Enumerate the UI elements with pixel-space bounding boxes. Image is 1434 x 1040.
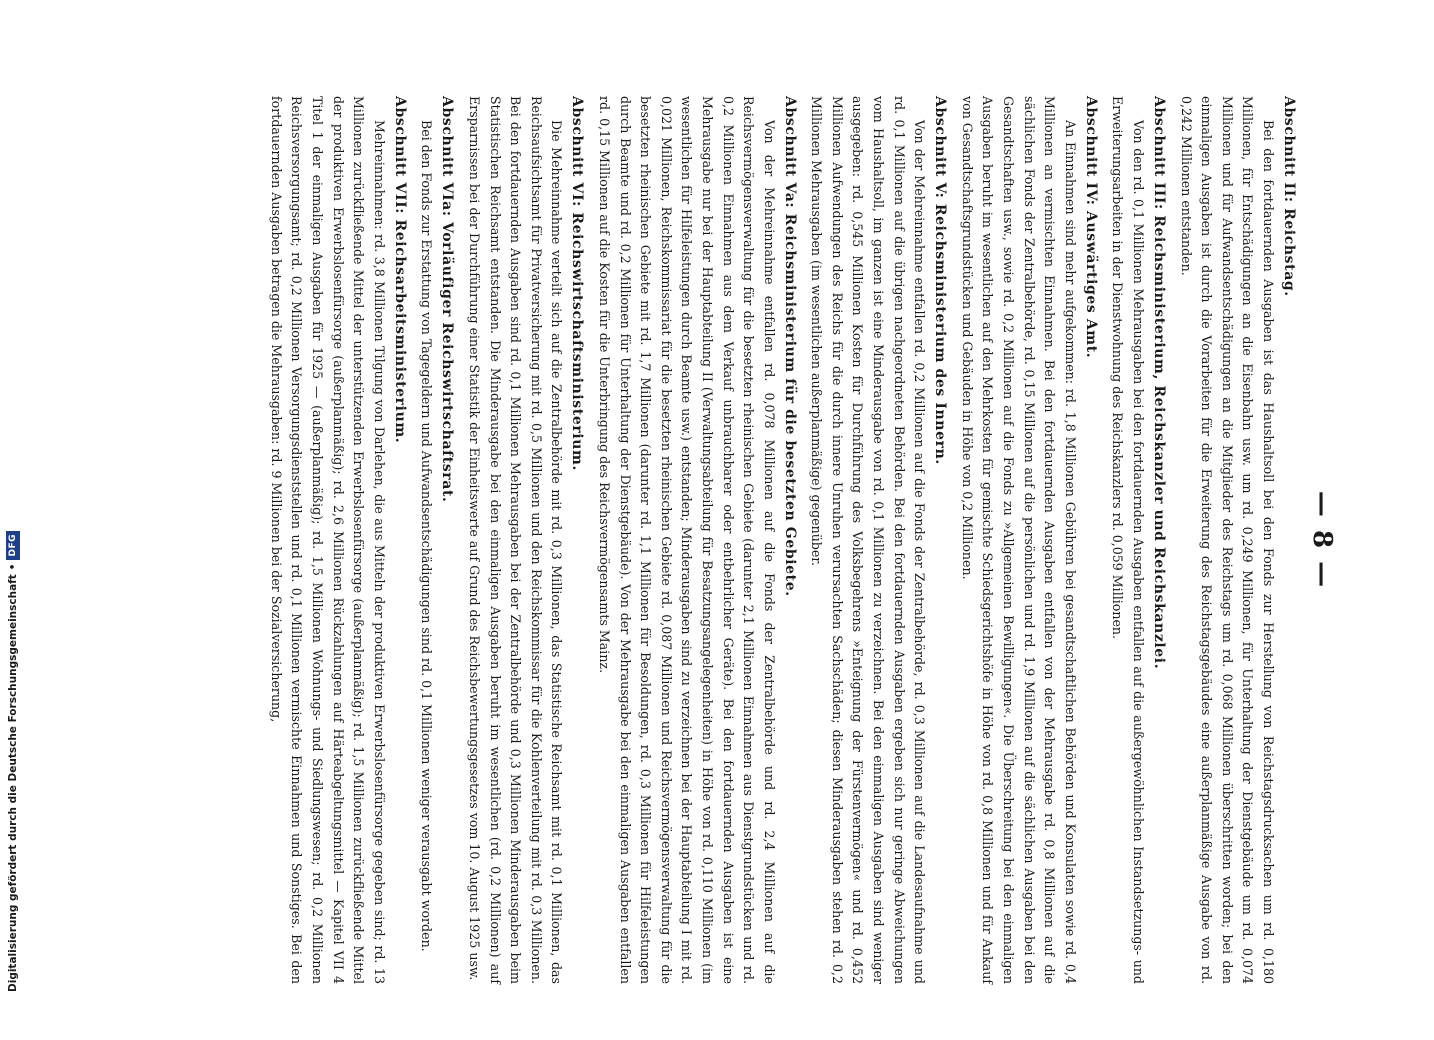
section-paragraph: Von den rd. 0,1 Millionen Mehrausgaben bei den fortdauernden Ausgaben entfallen auf die außergewöhnlichen Instandsetzungs- und Erweiterungsarbeiten in der Dienstwohnung des Reichskanzlers rd. 0,059 Millionen.	[1110, 96, 1147, 984]
section-title: Abschnitt V: Reichsministerium des Innern.	[932, 96, 949, 465]
section-paragraph: Von der Mehreinnahme entfallen rd. 0,078 Millionen auf die Fonds der Zentralbehörde und rd. 2,4 Millionen auf die Reichsvermögensverwaltung für die besetzten rheinischen Gebiete (darunter 2,1 Millionen Einnahmen aus Dienstgrundstücken und rd. 0,2 Millionen Einnahmen aus dem Verkauf unbrauchbarer oder entbehrlicher Geräte). Bei den fortdauernden Ausgaben ist eine Mehrausgabe nur bei der Hauptabteilung II (Verwaltungsabteilung für Besatzungsangelegenheiten) in Höhe von rd. 0,110 Millionen (im wesentlichen für Hilfeleistungen durch Beamte usw.) entstanden; Minderausgaben sind zu verzeichnen bei der Hauptabteilung I mit rd. 0,021 Millionen, Reichskommissariat für die besetzten rheinischen Gebiete rd. 0,087 Millionen und Reichsvermögensverwaltung für die besetzten rheinischen Gebiete mit rd. 1,7 Millionen (darunter rd. 1,1 Millionen für Besoldungen, rd. 0,3 Millionen für Hilfeleistungen durch Beamte und rd. 0,2 Millionen für Unterhaltung der Dienstgebäude). Von der Mehrausgabe bei den einmaligen Ausgaben entfallen rd. 0,15 Millionen auf die Kosten für die Unterbringung des Reichsvermögensamts Mainz.	[596, 96, 777, 984]
section	[1107, 96, 1167, 984]
section	[463, 96, 585, 984]
section-title: Abschnitt VIa: Vorläufiger Reichswirtschaftsrat.	[439, 96, 456, 503]
page-number: — 8 —	[1307, 490, 1337, 590]
digitization-credit	[4, 2, 22, 992]
section-paragraph: Mehreinnahmen: rd. 3,8 Millionen Tilgung von Darlehen, die aus Mitteln der produktiven Erwerbslosenfürsorge gegeben sind; rd. 13 Millionen zurückfließende Mittel der unterstützenden Erwerbslosenfürsorge (außerplanmäßig); rd. 1,5 Millionen zurückfließende Mittel der produktiven Erwerbslosenfürsorge (außerplanmäßig); rd. 2,6 Millionen Rückzahlungen auf Härteabgeltungsmittel — Kapitel VII 4 Titel 1 der einmaligen Ausgaben für 1925 — (außerplanmäßig); rd. 1,5 Millionen Wohnungs- und Siedlungswesen; rd. 0,2 Millionen Reichsversorgungsamt; rd. 0,2 Millionen Versorgungsdienststellen und rd. 0,1 Millionen vermischte Einnahmen und Sonstiges. Bei den fortdauernden Ausgaben betragen die Mehrausgaben: rd. 9 Millionen bei der Sozialversicherung,	[268, 96, 387, 984]
section-paragraph: Von der Mehreinnahme entfallen rd. 0,2 Millionen auf die Fonds der Zentralbehörde, rd. 0,3 Millionen auf die Landesaufnahme und rd. 0,1 Millionen auf die übrigen nachgeordneten Behörden. Bei den fortdauernden Ausgaben ergeben sich nur geringe Abweichungen vom Haushaltsoll, im ganzen ist eine Minderausgabe von rd. 0,1 Millionen zu verzeichnen. Bei den einmaligen Ausgaben sind weniger ausgegeben: rd. 0,545 Millionen Kosten für Durchführung des Volksbegehrens »Enteignung der Fürstenvermögen« und rd. 0,452 Millionen Aufwendungen des Reichs für die durch innere Unruhen verursachten Sachschäden; diesen Minderausgaben stehen rd. 0,2 Millionen Mehrausgaben (im wesentlichen außerplanmäßige) gegenüber.	[809, 96, 928, 984]
section-title: Abschnitt III: Reichsministerium, Reichskanzler und Reichskanzlei.	[1151, 96, 1168, 670]
section	[1175, 96, 1297, 984]
section-title: Abschnitt VII: Reichsarbeitsministerium.	[391, 96, 408, 444]
separator: •	[7, 563, 19, 571]
footer-strip	[0, 0, 22, 1000]
section-title: Abschnitt VI: Reichswirtschaftsministerium.	[569, 96, 586, 471]
section-title: Abschnitt Va: Reichsministerium für die besetzten Gebiete.	[781, 96, 798, 597]
section	[806, 96, 949, 984]
document-page	[75, 40, 1365, 1040]
section-paragraph: An Einnahmen sind mehr aufgekommen: rd. 1,8 Millionen Gebühren bei gesandtschaftlichen Behörden und Konsulaten sowie rd. 0,4 Millionen an vermischten Einnahmen. Bei den fortdauernden Ausgaben entfallen von der Mehrausgabe rd. 0,8 Millionen auf die sächlichen Fonds der Zentralbehörde, rd. 0,15 Millionen auf die persönlichen und rd. 1,9 Millionen auf die sächlichen Ausgaben bei den Gesandtschaften usw., sowie rd. 0,2 Millionen auf die Fonds zu »Allgemeinen Bewilligungen«. Die Überschreitung bei den einmaligen Ausgaben beruht im wesentlichen auf den Mehrkosten für gemischte Schiedsgerichtshöfe in Höhe von rd. 0,8 Millionen und für Ankauf von Gesandtschaftsgrundstücken und Gebäuden in Höhe von 0,2 Millionen.	[959, 96, 1078, 984]
section-paragraph: Die Mehreinnahme verteilt sich auf die Zentralbehörde mit rd. 0,3 Millionen, das Statistische Reichsamt mit rd. 0,1 Millionen, das Reichsaufsichtsamt für Privatversicherung mit rd. 0,5 Millionen und den Reichskommissar für die Kohlenverteilung mit rd. 0,3 Millionen. Bei den fortdauernden Ausgaben sind rd. 0,1 Millionen Mehrausgaben bei der Zentralbehörde und 0,3 Millionen Minderausgaben beim Statistischen Reichsamt entstanden. Die Minderausgabe bei den einmaligen Ausgaben beruht im wesentlichen (rd. 0,2 Millionen) auf Ersparnissen bei der Durchführung einer Statistik der Einheitswerte auf Grund des Reichsbewertungsgesetzes vom 10. August 1925 usw.	[467, 96, 565, 984]
sections-container	[265, 96, 1297, 984]
section	[593, 96, 797, 984]
section-title: Abschnitt IV: Auswärtiges Amt.	[1082, 96, 1099, 359]
section	[416, 96, 456, 984]
section-paragraph: Bei den Fonds zur Erstattung von Tagegeldern und Aufwandsentschädigungen sind rd. 0,1 Millionen weniger verausgabt worden.	[419, 120, 435, 952]
section-paragraph: Bei den fortdauernden Ausgaben ist das Haushaltsoll bei den Fonds zur Herstellung von Reichstagsdrucksachen um rd. 0,180 Millionen, für Entschädigungen an die Eisenbahn usw. um rd. 0,249 Millionen, für Unterhaltung der Dienstgebäude um rd. 0,074 Millionen und für Aufwandsentschädigungen an die Mitglieder des Reichstags um rd. 0,068 Millionen überschritten worden; bei den einmaligen Ausgaben ist durch die Vorarbeiten für die Erweiterung des Reichstagsgebäudes eine außerplanmäßige Ausgabe von rd. 0,242 Millionen entstanden.	[1178, 96, 1276, 984]
section-title: Abschnitt II: Reichstag.	[1281, 96, 1297, 297]
section	[956, 96, 1099, 984]
section	[265, 96, 408, 984]
digitization-credit-text: Digitalisierung gefördert durch die Deutsche Forschungsgemeinschaft	[7, 574, 19, 992]
dfg-logo: DFG	[6, 531, 20, 560]
